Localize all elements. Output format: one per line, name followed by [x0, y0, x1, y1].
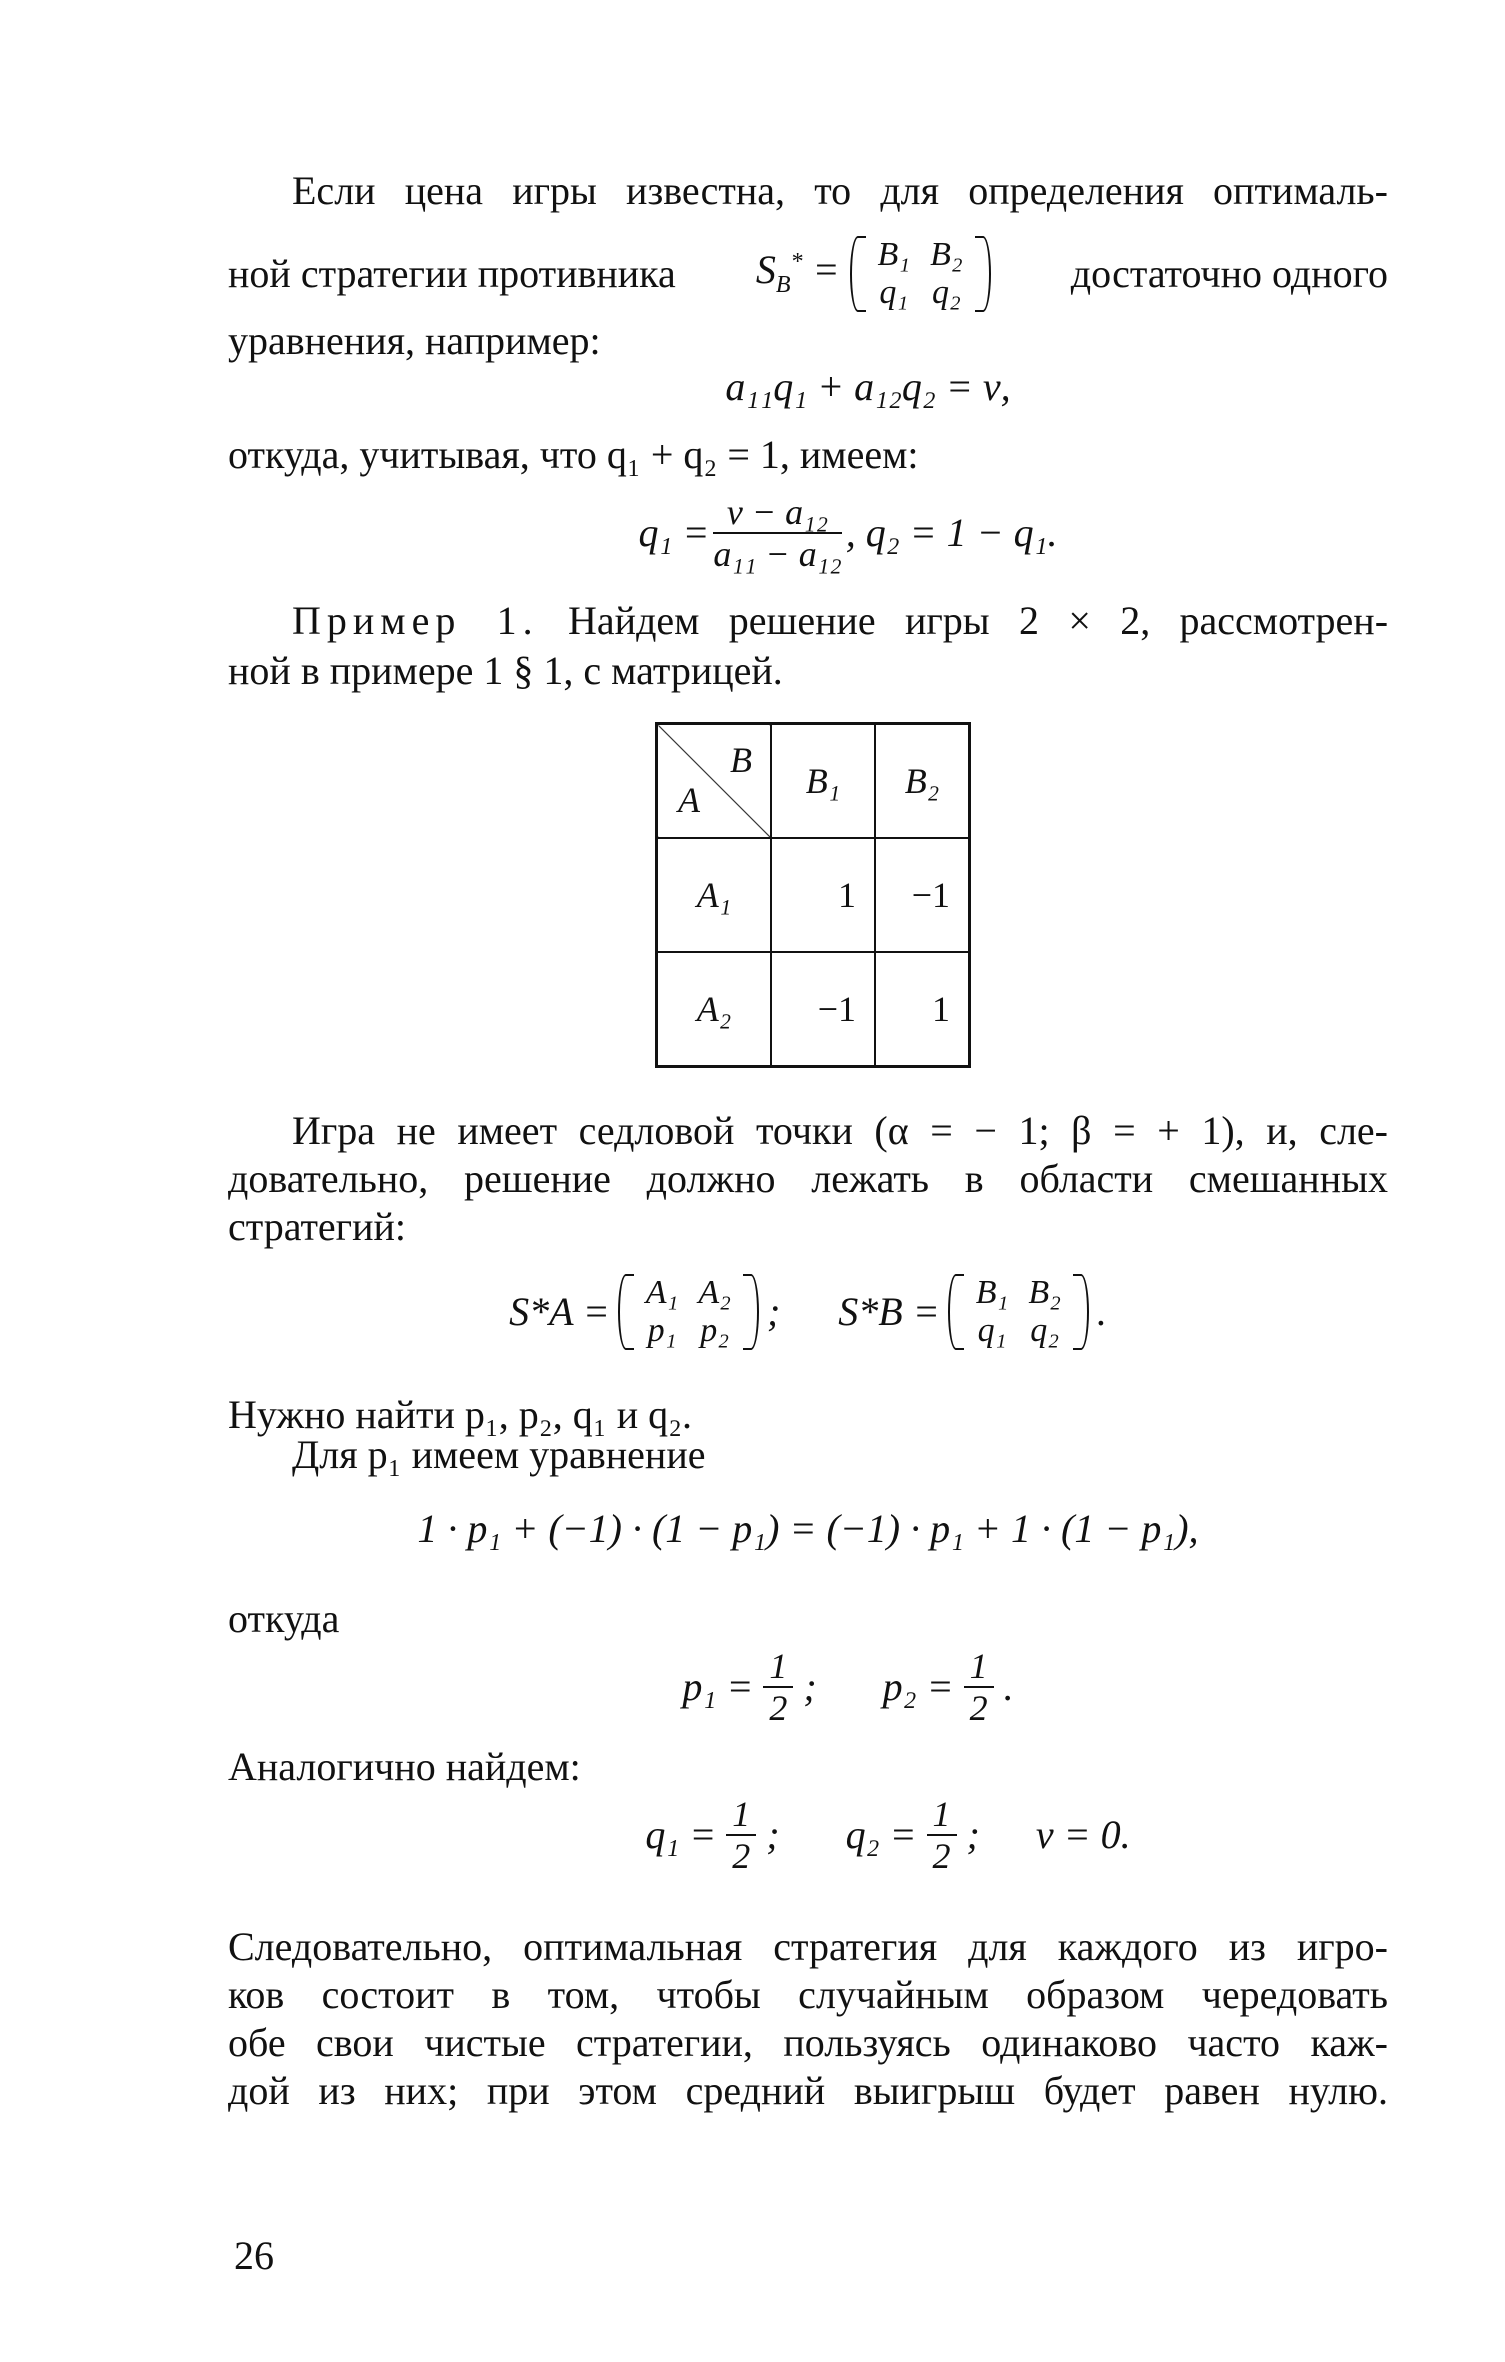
paragraph-line: стратегий: [228, 1204, 407, 1249]
example-line [292, 598, 1388, 644]
equation-q1 [228, 488, 1428, 578]
q-results [228, 1790, 1468, 1880]
fraction-denominator: 2 [969, 1688, 988, 1728]
matrix-bracket [850, 236, 991, 312]
column-header: B₂ [875, 724, 970, 839]
fraction [964, 1646, 994, 1728]
corner-label-b: B [730, 740, 752, 780]
matrix-cell: 1 [771, 838, 875, 952]
fraction-denominator: 2 [932, 1836, 951, 1876]
column-header: B₁ [771, 724, 875, 839]
paragraph-line: откуда, учитывая, что q₁ + q₂ = 1, имеем: [228, 432, 919, 477]
separator: ; [803, 1664, 817, 1709]
mat-cell: B₂ [930, 236, 963, 273]
strategy-intro-line [228, 236, 1388, 312]
eq-lhs: q₁ = [645, 1812, 717, 1857]
fraction [713, 492, 841, 574]
paragraph-line: Для p₁ имеем уравнение [292, 1432, 706, 1477]
mat-cell: B₁ [877, 236, 911, 273]
fraction [763, 1646, 793, 1728]
paragraph-text: ной стратегии противника [228, 251, 676, 296]
mat-cell: A₂ [698, 1274, 731, 1311]
mat-cell: q₁ [977, 1312, 1007, 1349]
mat-cell: q₁ [879, 274, 909, 311]
paragraph-line: Аналогично найдем: [228, 1744, 581, 1789]
mixed-strategies [228, 1262, 1388, 1362]
equation: a₁₁q₁ + a₁₂q₂ = ν, [725, 364, 1011, 409]
fraction-numerator: ν − a₁₂ [713, 492, 841, 534]
paragraph-line: Нужно найти p₁, p₂, q₁ и q₂. [228, 1392, 693, 1437]
fraction-numerator: 1 [964, 1646, 994, 1688]
example-label: Пример 1. [292, 598, 539, 643]
corner-label-a: A [678, 780, 700, 820]
eq-lhs: p₂ = [882, 1664, 954, 1709]
fraction-numerator: 1 [763, 1646, 793, 1688]
mat-cell: p₂ [700, 1312, 730, 1349]
eq-lhs: p₁ = [682, 1664, 754, 1709]
separator: ; [766, 1812, 780, 1857]
matrix-cell: −1 [875, 838, 970, 952]
matrix-cell: 1 [875, 952, 970, 1067]
mat-cell: q₂ [1030, 1312, 1060, 1349]
game-value: ν = 0. [1035, 1812, 1131, 1857]
strategy-label: S*A = [509, 1289, 610, 1334]
paragraph-line: обе свои чистые стратегии, пользуясь одинаково часто каж- [228, 2020, 1388, 2065]
separator: ; [966, 1812, 980, 1857]
mat-cell: q₂ [931, 274, 961, 311]
mat-cell: A₁ [645, 1274, 679, 1311]
fraction-numerator: 1 [726, 1794, 756, 1836]
fraction-numerator: 1 [927, 1794, 957, 1836]
strategy-label: S*B = [838, 1289, 940, 1334]
row-header: A₂ [657, 952, 772, 1067]
paragraph-line: Если цена игры известна, то для определения оптималь- [292, 168, 1388, 213]
matrix-bracket [618, 1274, 759, 1350]
row-header: A₁ [657, 838, 772, 952]
strategy-sb-inline: $S_B^*$ = B₁ B₂ q₁ q₂ [756, 236, 991, 312]
fraction-denominator: a₁₁ − a₁₂ [713, 534, 842, 574]
example-text: Найдем решение игры 2 × 2, рассмотрен- [568, 598, 1389, 643]
period: . [1003, 1664, 1014, 1709]
eq-lhs: q₁ = [638, 510, 710, 555]
page-number: 26 [234, 2233, 274, 2278]
eq-rhs: , q₂ = 1 − q₁. [845, 510, 1058, 555]
fraction-denominator: 2 [732, 1836, 751, 1876]
eq-lhs: q₂ = [845, 1812, 917, 1857]
separator: ; [766, 1289, 781, 1334]
matrix-cell: −1 [771, 952, 875, 1067]
fraction-denominator: 2 [769, 1688, 788, 1728]
matrix-corner [657, 724, 772, 839]
fraction [927, 1794, 957, 1876]
period: . [1096, 1289, 1107, 1334]
example-line: ной в примере 1 § 1, с матрицей. [228, 648, 783, 693]
equation-p: 1 · p₁ + (−1) · (1 − p₁) = (−1) · p₁ + 1 · (1 − p₁), [417, 1506, 1199, 1551]
p-results [228, 1642, 1428, 1732]
paragraph-line: уравнения, например: [228, 318, 601, 363]
matrix-bracket [948, 1274, 1089, 1350]
fraction [726, 1794, 756, 1876]
paragraph-line: откуда [228, 1596, 340, 1641]
paragraph-text: достаточно одного [1070, 251, 1388, 296]
paragraph-line: Игра не имеет седловой точки (α = − 1; β = + 1), и, сле- [292, 1108, 1388, 1153]
mat-cell: p₁ [647, 1312, 677, 1349]
mat-cell: B₂ [1028, 1274, 1061, 1311]
mat-cell: B₁ [975, 1274, 1009, 1311]
paragraph-line: Следовательно, оптимальная стратегия для каждого из игро- [228, 1924, 1388, 1969]
paragraph-line: ков состоит в том, чтобы случайным образом чередовать [228, 1972, 1388, 2017]
paragraph-line: довательно, решение должно лежать в области смешанных [228, 1156, 1388, 1201]
payoff-matrix [655, 722, 971, 1068]
paragraph-line: дой из них; при этом средний выигрыш будет равен нулю. [228, 2068, 1388, 2113]
